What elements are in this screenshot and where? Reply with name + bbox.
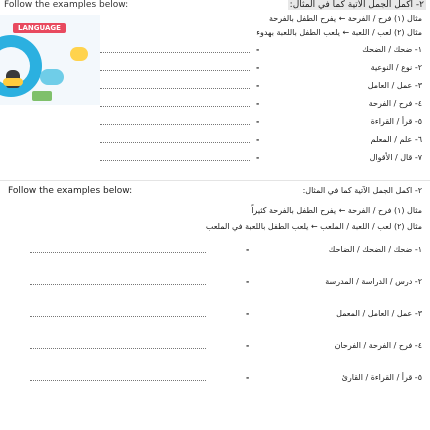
bottom-item-word: ٥- قرأ / القراءة / القارئ xyxy=(341,373,422,382)
bottom-item-word: ٣- عمل / العامل / المعمل xyxy=(336,309,422,318)
dash-marker: - xyxy=(256,153,260,162)
dash-marker: - xyxy=(246,373,250,382)
answer-line[interactable] xyxy=(30,284,206,285)
dash-marker: - xyxy=(256,81,260,90)
bottom-item-row xyxy=(30,244,422,256)
bottom-example-2: مثال (٢) لعب / اللعبة / الملعب ← يلعب الطفل باللعبة في الملعب xyxy=(205,222,422,231)
top-item-word: ٤- فرح / الفرحة xyxy=(368,99,422,108)
bottom-item-word: ١- ضحك / الضحك / الضاحك xyxy=(328,245,422,254)
top-item-row xyxy=(100,80,422,92)
top-item-row xyxy=(100,152,422,164)
dash-marker: - xyxy=(246,341,250,350)
speech-bubble-icon xyxy=(70,47,88,61)
top-follow-instruction: Follow the examples below: xyxy=(4,0,129,10)
answer-line[interactable] xyxy=(30,380,206,381)
answer-line[interactable] xyxy=(100,124,250,125)
section-divider xyxy=(0,180,430,181)
top-item-row xyxy=(100,44,422,56)
answer-line[interactable] xyxy=(30,252,206,253)
dash-marker: - xyxy=(256,135,260,144)
language-illustration xyxy=(0,15,100,105)
top-item-word: ٥- قرأ / القراءة xyxy=(370,117,422,126)
top-item-word: ٧- قال / الأقوال xyxy=(369,153,422,162)
answer-line[interactable] xyxy=(100,106,250,107)
bottom-item-row xyxy=(30,372,422,384)
answer-line[interactable] xyxy=(100,160,250,161)
lightbulb-glow-icon xyxy=(3,78,23,86)
answer-line[interactable] xyxy=(30,316,206,317)
dash-marker: - xyxy=(246,309,250,318)
answer-line[interactable] xyxy=(30,348,206,349)
top-item-word: ٦- علم / المعلم xyxy=(370,135,422,144)
top-arabic-title: ٢- اكمل الجمل الآتية كما في المثال: xyxy=(289,0,424,10)
bottom-arabic-title: ٢- اكمل الجمل الآتية كما في المثال: xyxy=(302,186,422,195)
top-header xyxy=(0,0,430,12)
bottom-follow-instruction: Follow the examples below: xyxy=(8,186,133,196)
language-badge: LANGUAGE xyxy=(13,23,66,33)
dash-marker: - xyxy=(256,117,260,126)
top-item-word: ٣- عمل / العامل xyxy=(367,81,422,90)
dash-marker: - xyxy=(246,277,250,286)
bottom-item-row xyxy=(30,340,422,352)
answer-line[interactable] xyxy=(100,52,250,53)
answer-line[interactable] xyxy=(100,88,250,89)
top-item-word: ٢- نوع / النوعية xyxy=(370,63,422,72)
top-item-row xyxy=(100,116,422,128)
answer-line[interactable] xyxy=(100,70,250,71)
top-item-row xyxy=(100,98,422,110)
bottom-example-1: مثال (١) فرح / الفرحة ← يفرح الطفل بالفرحة كثيراً xyxy=(251,206,422,215)
dash-marker: - xyxy=(256,99,260,108)
bottom-item-word: ٤- فرح / الفرحة / الفرحان xyxy=(334,341,422,350)
answer-line[interactable] xyxy=(100,142,250,143)
dash-marker: - xyxy=(246,245,250,254)
dash-marker: - xyxy=(256,63,260,72)
bottom-item-word: ٢- درس / الدراسة / المدرسة xyxy=(325,277,422,286)
speech-bubble-icon xyxy=(40,69,64,85)
dash-marker: - xyxy=(256,45,260,54)
top-example-1: مثال (١) فرح / الفرحة ← يفرح الطفل بالفرحة xyxy=(269,14,422,23)
top-item-row xyxy=(100,62,422,74)
book-icon xyxy=(32,91,52,101)
bottom-item-row xyxy=(30,276,422,288)
top-item-word: ١- ضحك / الضحك xyxy=(362,45,422,54)
top-example-2: مثال (٢) لعب / اللعبة ← يلعب الطفل باللعبة بهدوء xyxy=(256,28,422,37)
bottom-item-row xyxy=(30,308,422,320)
top-item-row xyxy=(100,134,422,146)
